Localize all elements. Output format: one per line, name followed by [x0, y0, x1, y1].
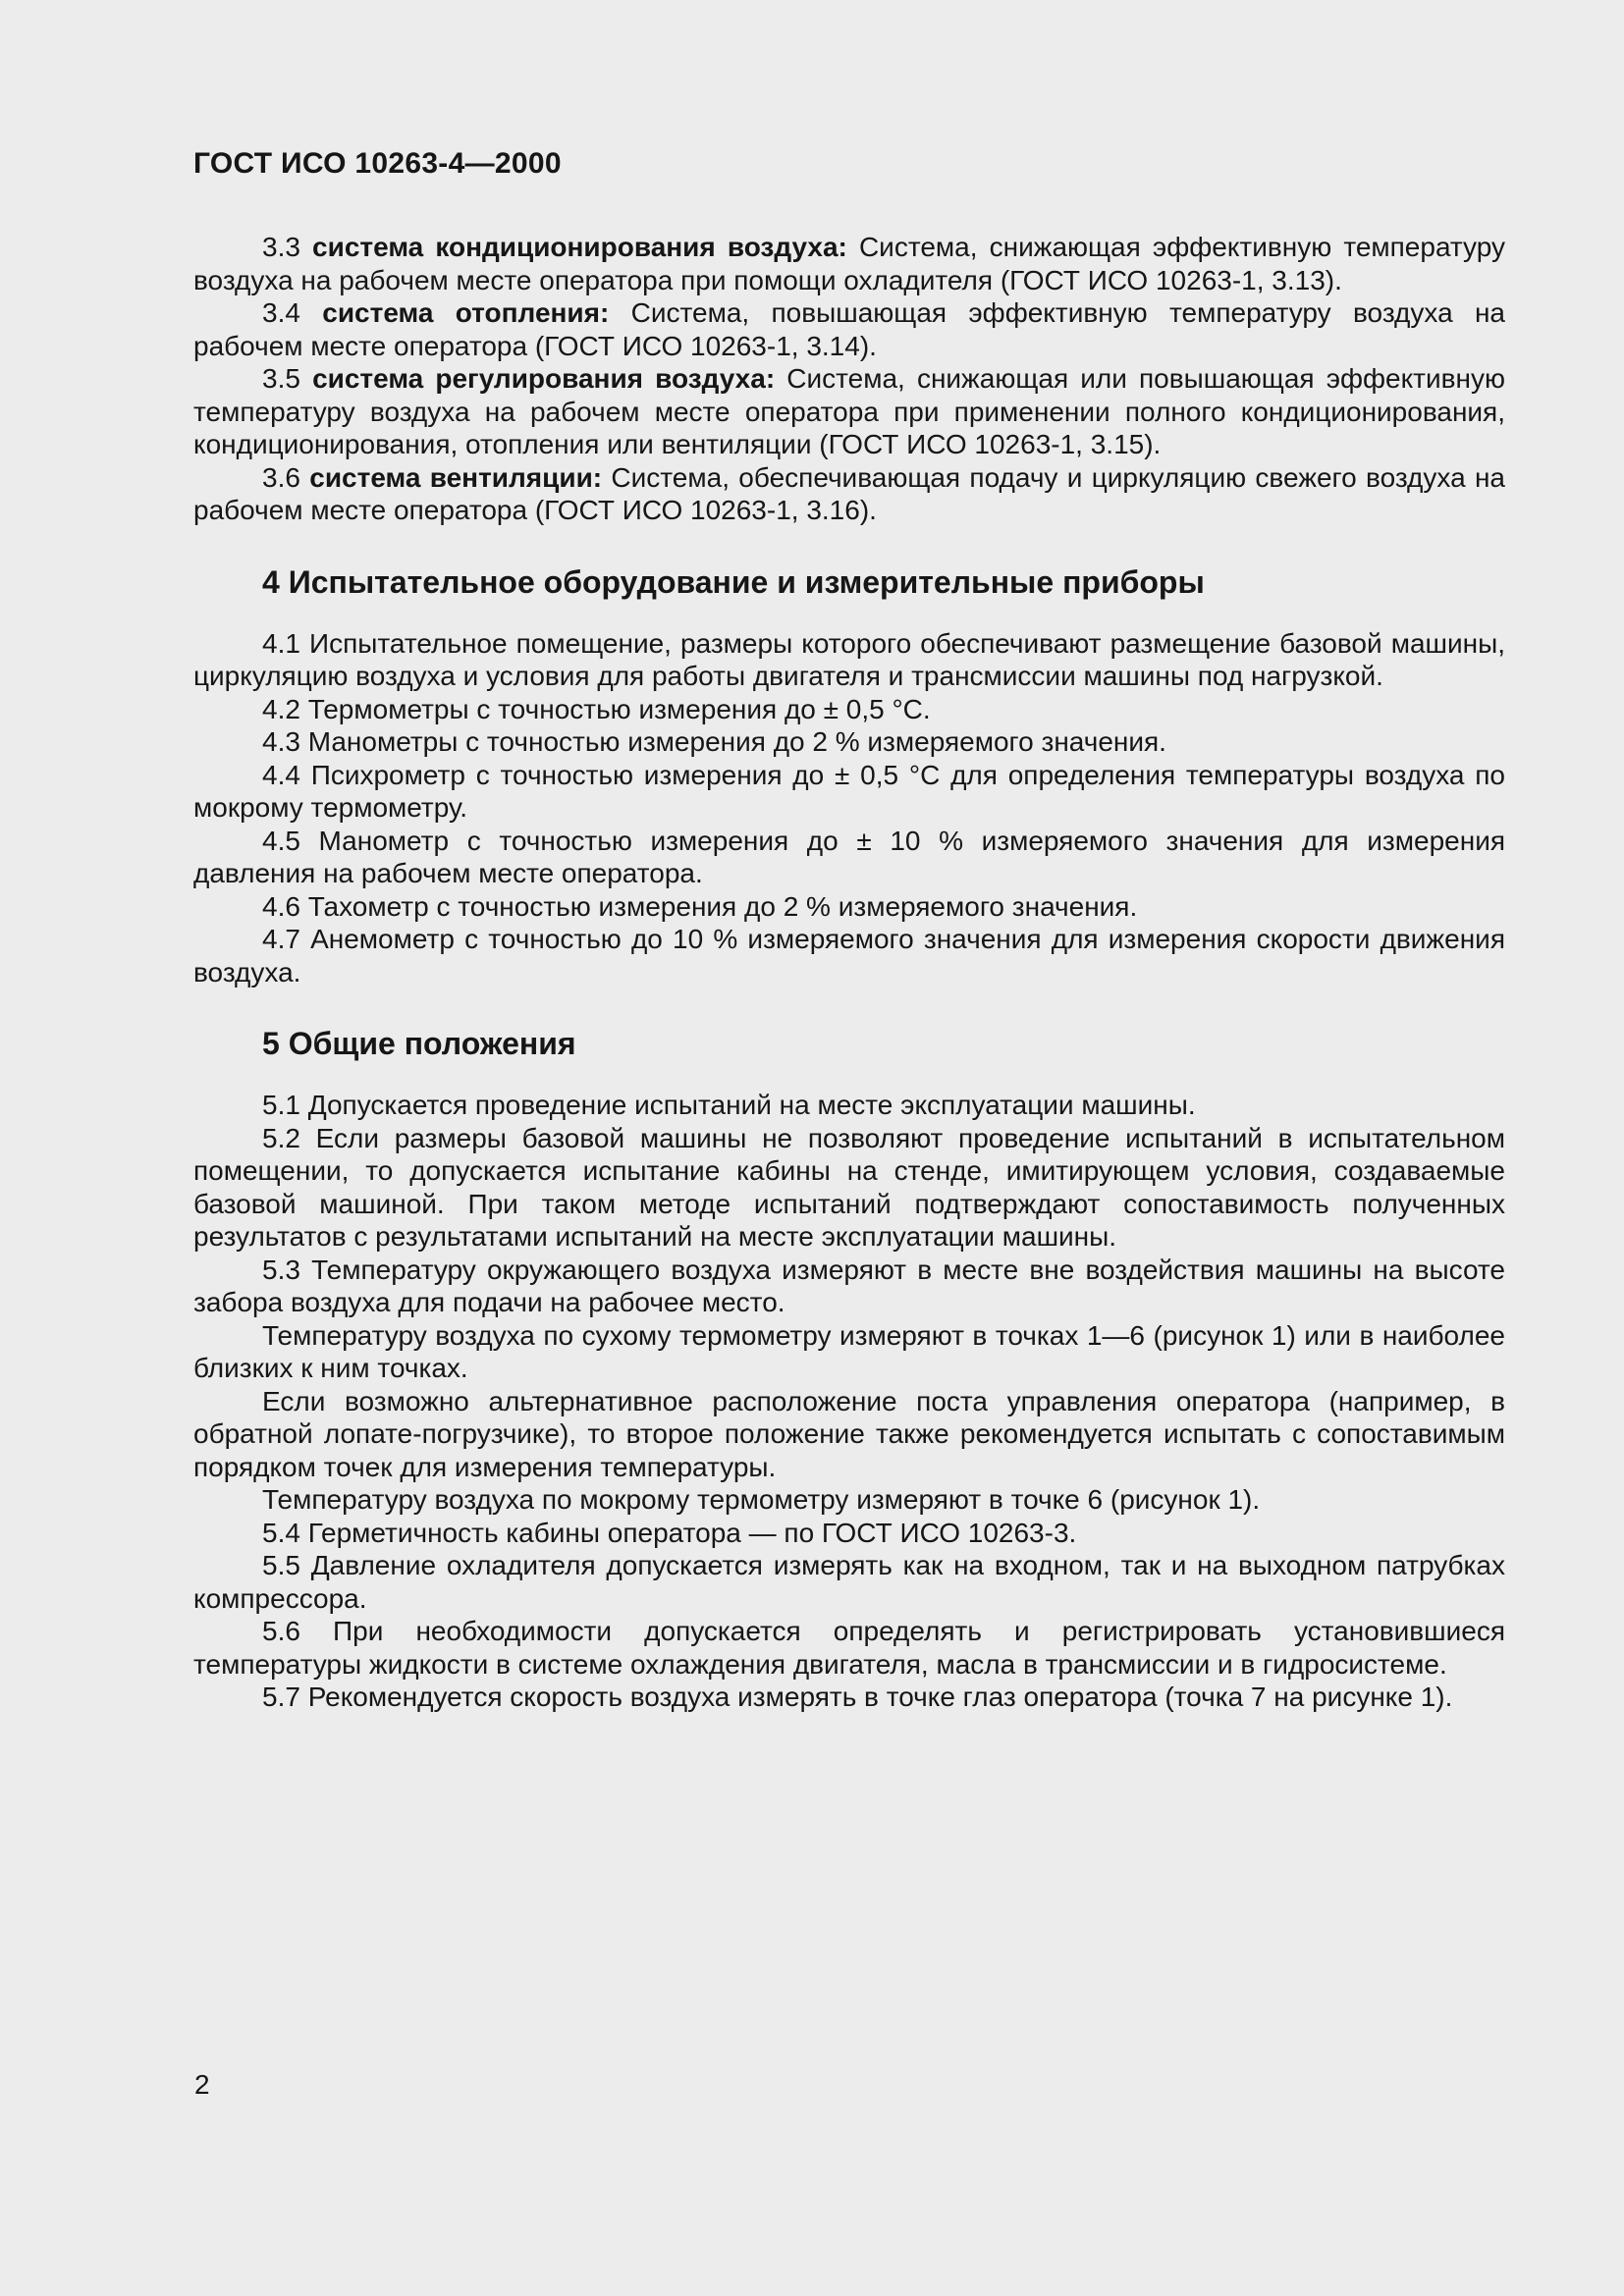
text-run: 4.6 Тахометр с точностью измерения до 2 % измеряемого значения.: [262, 890, 1138, 922]
text-run: 3.6: [262, 461, 310, 493]
text-run: 5.7 Рекомендуется скорость воздуха измерять в точке глаз оператора (точка 7 на рисунке 1).: [262, 1682, 1453, 1712]
text-run: 5.4 Герметичность кабины оператора — по ГОСТ ИСО 10263-3.: [262, 1517, 1077, 1548]
text-run: 4.3 Манометры с точностью измерения до 2 % измеряемого значения.: [262, 726, 1166, 757]
section-heading: 5 Общие положения: [262, 1026, 576, 1061]
paragraph: [193, 1089, 1505, 1122]
text-run: 5.5 Давление охладителя допускается измерять как на входном, так и на выходном патрубках компрессора.: [193, 1550, 1505, 1614]
text-run: Система, снижающая или повышающая эффективную температуру воздуха на рабочем месте оператора при применении полного кондиционирования, кондиционирования, отопления или вентиляции (ГОСТ ИСО 10263-1, 3.15).: [193, 363, 1505, 459]
paragraph: [193, 1681, 1505, 1714]
defined-term: система вентиляции:: [309, 461, 603, 493]
defined-term: система кондиционирования воздуха:: [312, 232, 847, 262]
text-run: Система, снижающая эффективную температуру воздуха на рабочем месте оператора при помощи охладителя (ГОСТ ИСО 10263-1, 3.13).: [193, 232, 1505, 295]
text-run: 3.4: [262, 297, 323, 328]
page-number: 2: [194, 2069, 210, 2100]
text-run: 4.7 Анемометр с точностью до 10 % измеряемого значения для измерения скорости движения воздуха.: [193, 924, 1505, 988]
running-header: ГОСТ ИСО 10263-4—2000: [193, 147, 562, 180]
paragraph: [193, 461, 1505, 527]
paragraph: [193, 890, 1505, 924]
text-run: Система, повышающая эффективную температуру воздуха на рабочем месте оператора (ГОСТ ИСО 10263-1, 3.14).: [193, 297, 1505, 361]
paragraph: [193, 362, 1505, 461]
text-run: 3.5: [262, 363, 313, 394]
paragraph: [193, 1517, 1505, 1550]
paragraph: [193, 759, 1505, 825]
paragraph: [193, 1549, 1505, 1615]
text-run: 4.2 Термометры с точностью измерения до ± 0,5 °С.: [262, 693, 931, 724]
paragraph: [193, 296, 1505, 362]
text-run: 5.2 Если размеры базовой машины не позволяют проведение испытаний в испытательном помещении, то допускается испытание кабины на стенде, имитирующем условия, создаваемые базовой машиной. При таком методе испытаний подтверждают сопоставимость полученных результатов с результатами испытаний на месте эксплуатации машины.: [193, 1122, 1505, 1252]
text-run: Система, обеспечивающая подачу и циркуляцию свежего воздуха на рабочем месте оператора (ГОСТ ИСО 10263-1, 3.16).: [193, 461, 1506, 525]
paragraph: [193, 1615, 1505, 1681]
text-run: 5.3 Температуру окружающего воздуха измеряют в месте вне воздействия машины на высоте забора воздуха для подачи на рабочее место.: [193, 1254, 1505, 1317]
paragraph: [193, 231, 1505, 296]
text-run: 4.1 Испытательное помещение, размеры которого обеспечивают размещение базовой машины, циркуляцию воздуха и условия для работы двигателя и трансмиссии машины под нагрузкой.: [193, 627, 1505, 691]
text-run: Температуру воздуха по мокрому термометру измеряют в точке 6 (рисунок 1).: [262, 1484, 1261, 1515]
paragraph: [193, 725, 1505, 759]
paragraph: [193, 1483, 1505, 1517]
text-run: 4.5 Манометр с точностью измерения до ± 10 % измеряемого значения для измерения давления на рабочем месте оператора.: [193, 825, 1505, 888]
paragraph: [193, 825, 1505, 890]
text-run: Температуру воздуха по сухому термометру измеряют в точках 1—6 (рисунок 1) или в наиболее близких к ним точках.: [193, 1319, 1505, 1383]
paragraph: [193, 693, 1505, 726]
paragraph: [193, 1319, 1505, 1385]
paragraph: [193, 627, 1505, 693]
defined-term: система отопления:: [322, 297, 610, 328]
paragraph: [193, 923, 1505, 988]
defined-term: система регулирования воздуха:: [312, 363, 776, 394]
text-run: 4.4 Психрометр с точностью измерения до ± 0,5 °С для определения температуры воздуха по мокрому термометру.: [193, 759, 1505, 823]
paragraph: [193, 1122, 1505, 1254]
text-run: 5.1 Допускается проведение испытаний на месте эксплуатации машины.: [262, 1090, 1196, 1120]
paragraph: [193, 1385, 1505, 1484]
text-run: 5.6 При необходимости допускается определять и регистрировать установившиеся температуры жидкости в системе охлаждения двигателя, масла в трансмиссии и в гидросистеме.: [193, 1616, 1505, 1680]
text-run: 3.3: [262, 232, 313, 262]
section-heading: 4 Испытательное оборудование и измерительные приборы: [262, 563, 1205, 600]
document-content: [193, 231, 1505, 1714]
paragraph: [193, 1254, 1505, 1319]
text-run: Если возможно альтернативное расположение поста управления оператора (например, в обратной лопате-погрузчике), то второе положение также рекомендуется испытать с сопоставимым порядком точек для измерения температуры.: [193, 1385, 1505, 1482]
